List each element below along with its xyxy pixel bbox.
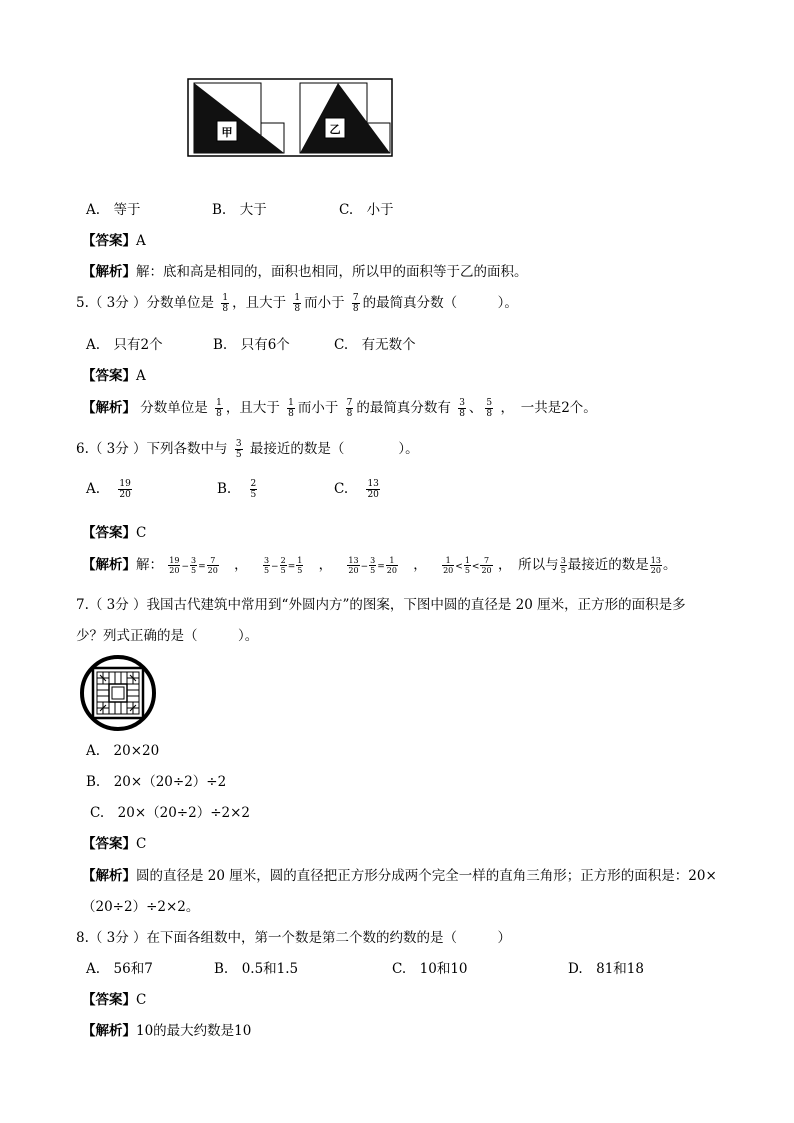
q6-option-a: A. $\frac{19}{20}$ bbox=[86, 479, 131, 500]
q8-option-c: C. 10和10 bbox=[392, 961, 468, 977]
q8-stem: 8.（ 3分 ）在下面各组数中，第一个数是第二个数的约数的是（ ） bbox=[76, 930, 512, 946]
q7-answer-label: 【答案】 bbox=[82, 836, 136, 852]
q8-option-b: B. 0.5和1.5 bbox=[214, 961, 299, 977]
q4-option-a: A. 等于 bbox=[86, 202, 141, 218]
q7-analysis-label: 【解析】 bbox=[82, 868, 136, 884]
q5-stem: 5.（ 3分 ）分数单位是 $\frac{1}{8}$ ，且大于 $\frac{1}{8}$ 而小于 $\frac{7}{8}$ 的最简真分数（ ）。 bbox=[76, 293, 518, 314]
q8-analysis-label: 【解析】 bbox=[82, 1023, 136, 1039]
q5-analysis: 【解析】 分数单位是 $\frac{1}{8}$ ，且大于 $\frac{1}{8}$ 而小于 $\frac{7}{8}$ 的最简真分数有 $\frac{3}{8}$ 、 $\frac{5}{8}$ ， 一共是2个。 bbox=[82, 398, 597, 419]
q8-answer-label: 【答案】 bbox=[82, 992, 136, 1008]
triangle-comparison-figure bbox=[187, 78, 393, 158]
q6-stem: 6.（ 3分 ）下列各数中与 $\frac{3}{5}$ 最接近的数是（ ）。 bbox=[76, 439, 419, 460]
q7-option-a: A. 20×20 bbox=[86, 743, 160, 759]
q5-option-b: B. 只有6个 bbox=[213, 337, 290, 353]
label-yi: 乙 bbox=[329, 123, 341, 136]
q5-answer-label: 【答案】 bbox=[82, 368, 136, 384]
q7-option-c: C. 20×（20÷2）÷2×2 bbox=[90, 805, 251, 821]
q7-stem-line2: 少？列式正确的是（ ）。 bbox=[76, 628, 259, 644]
q4-answer: A bbox=[136, 233, 146, 249]
q8-option-d: D. 81和18 bbox=[568, 961, 644, 977]
q6-option-c: C. $\frac{13}{20}$ bbox=[334, 479, 379, 500]
q5-option-a: A. 只有2个 bbox=[86, 337, 163, 353]
q6-answer-label: 【答案】 bbox=[82, 525, 136, 541]
q4-analysis: 解：底和高是相同的，面积也相同，所以甲的面积等于乙的面积。 bbox=[136, 264, 528, 280]
q4-option-b: B. 大于 bbox=[212, 202, 267, 218]
q8-option-a: A. 56和7 bbox=[86, 961, 153, 977]
q8-answer: C bbox=[136, 992, 147, 1008]
q8-analysis: 10的最大约数是10 bbox=[136, 1023, 252, 1039]
q6-option-b: B. $\frac{2}{5}$ bbox=[217, 479, 257, 500]
q7-option-b: B. 20×（20÷2）÷2 bbox=[86, 774, 227, 790]
q6-analysis: 【解析】解： $\frac{19}{20}$ − $\frac{3}{5}$ = $\frac{7}{20}$ ， $\frac{3}{5}$ − $\frac{2}{5}$ = $\frac{1}{5}$ ， $\frac{13}{20}$ − $\frac{3}{5}$ = $\frac{1}{20}$ ， $\frac{1}{20}$ < $\frac{1}{5}$ < $\frac{7}{20}$ ， 所以与 $\frac{3}{5}$ 最接近的数是 $\frac{13}{20}$ 。 bbox=[82, 556, 677, 575]
q6-answer: C bbox=[136, 525, 147, 541]
q7-analysis-line1: 圆的直径是 20 厘米，圆的直径把正方形分成两个完全一样的直角三角形；正方形的面积是：20× bbox=[136, 868, 717, 884]
q4-analysis-label: 【解析】 bbox=[82, 264, 136, 280]
q7-analysis-line2: （20÷2）÷2×2。 bbox=[82, 899, 200, 915]
q7-stem-line1: 7.（ 3分 ）我国古代建筑中常用到“外圆内方”的图案，下图中圆的直径是 20 厘米，正方形的面积是多 bbox=[76, 597, 686, 613]
q4-option-c: C. 小于 bbox=[339, 202, 394, 218]
q5-answer: A bbox=[136, 368, 146, 384]
q5-option-c: C. 有无数个 bbox=[334, 337, 416, 353]
q4-answer-label: 【答案】 bbox=[82, 233, 136, 249]
label-jia: 甲 bbox=[221, 126, 233, 139]
circle-square-lattice-figure bbox=[80, 655, 160, 733]
q7-answer: C bbox=[136, 836, 147, 852]
